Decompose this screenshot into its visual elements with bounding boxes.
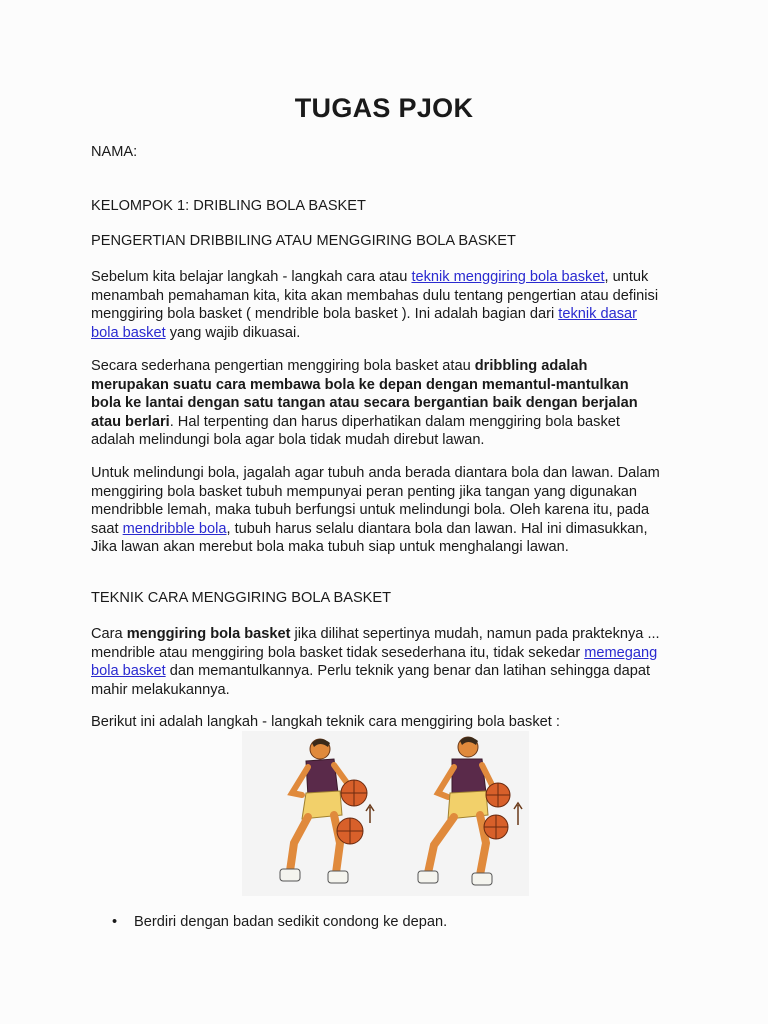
nama-label: NAMA: [91, 144, 138, 160]
link-mendribble-bola[interactable]: mendribble bola [122, 520, 227, 537]
section-heading-teknik: TEKNIK CARA MENGGIRING BOLA BASKET [91, 590, 392, 606]
link-teknik-menggiring[interactable]: teknik menggiring bola basket [411, 269, 605, 285]
paragraph-intro: Sebelum kita belajar langkah - langkah cara atau teknik menggiring bola basket, untuk menambah pemahaman kita, kita akan membahas dulu tentang pengertian atau definisi menggiring bola basket ( mendrible bola basket ). Ini adalah bagian dari teknik dasar bola basket yang wajib dikuasai. [91, 269, 659, 341]
paragraph-definition: Secara sederhana pengertian menggiring bola basket atau dribbling adalah merupakan suatu cara membawa bola ke depan dengan memantul-mantulkan bola ke lantai dengan satu tangan atau secara bergantian baik dengan berjalan atau berlari. Hal terpenting dan harus diperhatikan dalam menggiring bola basket adalah melindungi bola agar bola tidak mudah direbut lawan. [91, 358, 638, 449]
link-bola-basket[interactable]: bola basket [91, 324, 166, 341]
paragraph-teknik: Cara menggiring bola basket jika dilihat sepertinya mudah, namun pada prakteknya ... mendrible atau menggiring bola basket tidak sesederhana itu, tidak sekedar memegang bola basket dan memantulkannya. Perlu teknik yang benar dan latihan sehingga dapat mahir melakukannya. [91, 626, 660, 698]
list-item: • Berdiri dengan badan sedikit condong ke depan. [112, 914, 448, 930]
paragraph-protect-ball: Untuk melindungi bola, jagalah agar tubuh anda berada diantara bola dan lawan. Dalam menggiring bola basket tubuh mempunyai peran penting jika tangan yang digunakan mendribble lemah, maka tubuh berfungsi untuk melindungi bola. Oleh karena itu, pada saat mendribble bola, tubuh harus selalu diantara bola dan lawan. Hal ini dimasukkan, Jika lawan akan merebut bola maka tubuh siap untuk menghalangi lawan. [91, 465, 660, 556]
paragraph-langkah: Berikut ini adalah langkah - langkah teknik cara menggiring bola basket : [91, 714, 560, 730]
link-bola-basket-2[interactable]: bola basket [91, 663, 166, 680]
player-left [280, 739, 374, 883]
page-title: TUGAS PJOK [294, 93, 474, 123]
dribbling-players-image [242, 731, 529, 896]
section-heading-pengertian: PENGERTIAN DRIBBILING ATAU MENGGIRING BOLA BASKET [91, 233, 516, 249]
link-memegang[interactable]: memegang [584, 644, 658, 661]
bullet-icon: • [112, 914, 118, 930]
kelompok-line: KELOMPOK 1: DRIBLING BOLA BASKET [91, 198, 366, 214]
link-teknik-dasar[interactable]: teknik dasar [558, 306, 637, 323]
dribbling-illustration [242, 731, 529, 896]
player-right [418, 737, 522, 885]
